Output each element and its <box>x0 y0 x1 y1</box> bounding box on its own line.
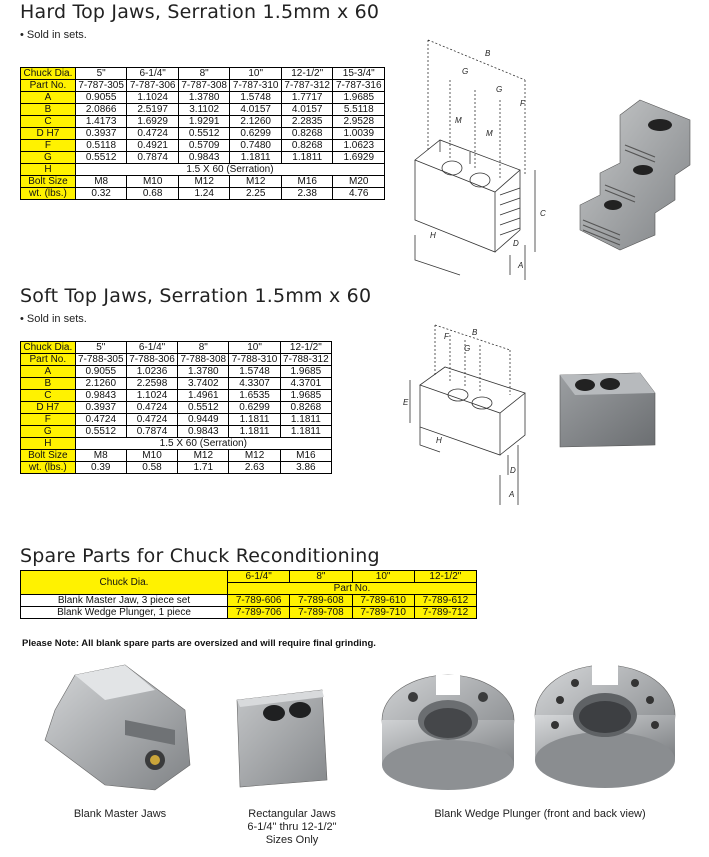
cell: M12 <box>230 176 282 188</box>
hard-title: Hard Top Jaws, Serration 1.5mm x 60 <box>20 1 380 23</box>
table-row <box>21 104 385 116</box>
cell: M8 <box>75 176 127 188</box>
cell: 7-789-610 <box>352 595 414 607</box>
row-label: D H7 <box>21 128 76 140</box>
cell: 0.7874 <box>127 152 179 164</box>
row-label: B <box>21 378 76 390</box>
cell: 7-788-310 <box>229 354 280 366</box>
cell: 7-789-706 <box>228 607 290 619</box>
cell: 1.5748 <box>230 92 282 104</box>
wedge-plunger-back-photo <box>530 655 680 795</box>
cell: 2.9528 <box>333 116 385 128</box>
col-header: 6-1/4" <box>127 68 179 80</box>
master-jaw-photo <box>35 660 200 795</box>
cell: 4.76 <box>333 188 385 200</box>
cell: 0.9055 <box>75 92 127 104</box>
row-label: B <box>21 104 76 116</box>
col-header: 5" <box>75 68 127 80</box>
cell: 1.1024 <box>126 390 177 402</box>
cell: 7-789-710 <box>352 607 414 619</box>
row-label: Bolt Size <box>21 450 76 462</box>
cell: 0.5512 <box>178 128 230 140</box>
cell: 1.1811 <box>230 152 282 164</box>
hard-jaw-drawing <box>400 20 560 285</box>
cell: 3.7402 <box>178 378 229 390</box>
caption-wedge-plunger: Blank Wedge Plunger (front and back view) <box>434 808 646 820</box>
row-label: H <box>21 438 76 450</box>
col-header: 12-1/2" <box>280 342 331 354</box>
row-label: H <box>21 164 76 176</box>
cell: M10 <box>126 450 177 462</box>
table-row <box>21 390 332 402</box>
cell: 0.32 <box>75 188 127 200</box>
cell: 0.6299 <box>230 128 282 140</box>
table-row <box>21 128 385 140</box>
dim-label: D <box>510 466 516 475</box>
caption-line: Rectangular Jaws <box>248 808 336 820</box>
part-no-header: Part No. <box>228 583 477 595</box>
row-label: C <box>21 116 76 128</box>
serration-cell: 1.5 X 60 (Serration) <box>75 164 384 176</box>
spare-table <box>20 570 477 619</box>
cell: 0.8268 <box>281 140 333 152</box>
dim-label: G <box>464 344 471 353</box>
row-label: F <box>21 414 76 426</box>
cell: 4.0157 <box>230 104 282 116</box>
row-label: A <box>21 92 76 104</box>
soft-jaw-drawing <box>400 315 540 515</box>
table-row <box>21 378 332 390</box>
cell: 1.71 <box>178 462 229 474</box>
cell: 7-787-312 <box>281 80 333 92</box>
dim-label: A <box>509 490 515 499</box>
table-row <box>21 607 477 619</box>
cell: 7-788-308 <box>178 354 229 366</box>
cell: 1.1811 <box>229 426 280 438</box>
col-header: 10" <box>230 68 282 80</box>
soft-spec-table <box>20 341 332 474</box>
cell: 0.39 <box>75 462 126 474</box>
table-row <box>21 402 332 414</box>
cell: 0.4724 <box>126 414 177 426</box>
dim-label: B <box>472 328 478 337</box>
col-header: 6-1/4" <box>126 342 177 354</box>
cell: 0.6299 <box>229 402 280 414</box>
cell: 7-789-608 <box>290 595 352 607</box>
cell: 0.9843 <box>178 152 230 164</box>
dim-label: G <box>496 85 503 94</box>
cell: 1.0236 <box>126 366 177 378</box>
cell: 0.3937 <box>75 128 127 140</box>
cell: 7-787-316 <box>333 80 385 92</box>
row-label: A <box>21 366 76 378</box>
table-row <box>21 366 332 378</box>
dim-label: B <box>485 49 491 58</box>
col-header: 12-1/2" <box>281 68 333 80</box>
row-label: F <box>21 140 76 152</box>
cell: 1.3780 <box>178 366 229 378</box>
cell: 0.9449 <box>178 414 229 426</box>
cell: 2.2598 <box>126 378 177 390</box>
cell: 4.0157 <box>281 104 333 116</box>
cell: 1.6535 <box>229 390 280 402</box>
cell: 1.0623 <box>333 140 385 152</box>
cell: M16 <box>281 176 333 188</box>
row-label: G <box>21 426 76 438</box>
cell: 4.3307 <box>229 378 280 390</box>
soft-jaw-photo <box>555 365 670 450</box>
caption-line: 6-1/4" thru 12-1/2" <box>247 821 337 833</box>
dim-label: H <box>430 231 436 240</box>
dim-label: G <box>462 67 469 76</box>
col-header: 10" <box>352 571 414 583</box>
dim-label: D <box>513 239 519 248</box>
cell: 1.1811 <box>280 414 331 426</box>
cell: 1.4173 <box>75 116 127 128</box>
cell: 0.9843 <box>75 390 126 402</box>
cell: 2.63 <box>229 462 280 474</box>
table-row <box>21 354 332 366</box>
col-header: 8" <box>290 571 352 583</box>
cell: 0.3937 <box>75 402 126 414</box>
cell: 1.9291 <box>178 116 230 128</box>
col-header: 10" <box>229 342 280 354</box>
cell: 7-789-708 <box>290 607 352 619</box>
cell: 0.8268 <box>280 402 331 414</box>
cell: 2.0866 <box>75 104 127 116</box>
table-row <box>21 176 385 188</box>
cell: 1.1811 <box>281 152 333 164</box>
dim-label: F <box>520 99 525 108</box>
row-label: Blank Wedge Plunger, 1 piece <box>21 607 228 619</box>
dim-label: E <box>403 398 409 407</box>
cell: 5.5118 <box>333 104 385 116</box>
cell: M20 <box>333 176 385 188</box>
dim-label: M <box>486 129 493 138</box>
dim-label: C <box>540 209 546 218</box>
hard-jaw-photo <box>575 95 705 255</box>
soft-title: Soft Top Jaws, Serration 1.5mm x 60 <box>20 285 372 307</box>
cell: 7-788-312 <box>280 354 331 366</box>
cell: 0.5512 <box>75 426 126 438</box>
cell: 1.1811 <box>229 414 280 426</box>
cell: 1.7717 <box>281 92 333 104</box>
table-row <box>21 414 332 426</box>
cell: 0.5118 <box>75 140 127 152</box>
table-header-row <box>21 342 332 354</box>
cell: M16 <box>280 450 331 462</box>
table-row <box>21 595 477 607</box>
row-label: G <box>21 152 76 164</box>
cell: 2.25 <box>230 188 282 200</box>
cell: 7-788-306 <box>126 354 177 366</box>
cell: 3.1102 <box>178 104 230 116</box>
cell: 0.4724 <box>126 402 177 414</box>
cell: 1.0039 <box>333 128 385 140</box>
cell: 7-787-308 <box>178 80 230 92</box>
caption-rect-jaws <box>217 808 367 847</box>
cell: 1.5748 <box>229 366 280 378</box>
row-label: Blank Master Jaw, 3 piece set <box>21 595 228 607</box>
cell: 1.24 <box>178 188 230 200</box>
cell: 0.68 <box>127 188 179 200</box>
dim-label: A <box>518 261 524 270</box>
cell: 1.9685 <box>280 390 331 402</box>
chuck-dia-label: Chuck Dia. <box>21 68 76 80</box>
cell: 7-789-606 <box>228 595 290 607</box>
cell: 1.9685 <box>280 366 331 378</box>
cell: 2.2835 <box>281 116 333 128</box>
serration-cell: 1.5 X 60 (Serration) <box>75 438 331 450</box>
cell: 7-787-306 <box>127 80 179 92</box>
grinding-note: Please Note: All blank spare parts are oversized and will require final grinding. <box>22 638 376 649</box>
soft-note: • Sold in sets. <box>20 313 87 325</box>
table-row <box>21 92 385 104</box>
cell: 0.7480 <box>230 140 282 152</box>
table-row <box>21 80 385 92</box>
row-label: wt. (lbs.) <box>21 188 76 200</box>
cell: 0.4921 <box>127 140 179 152</box>
cell: 4.3701 <box>280 378 331 390</box>
dim-label: H <box>436 436 442 445</box>
table-row <box>21 164 385 176</box>
chuck-dia-label: Chuck Dia. <box>21 342 76 354</box>
hard-spec-table <box>20 67 385 200</box>
chuck-dia-label: Chuck Dia. <box>21 571 228 595</box>
table-row <box>21 188 385 200</box>
table-header-row <box>21 571 477 583</box>
cell: 7-787-305 <box>75 80 127 92</box>
cell: 0.7874 <box>126 426 177 438</box>
cell: 1.6929 <box>127 116 179 128</box>
table-row <box>21 116 385 128</box>
cell: 0.4724 <box>75 414 126 426</box>
col-header: 15-3/4" <box>333 68 385 80</box>
cell: 0.9843 <box>178 426 229 438</box>
cell: 0.5709 <box>178 140 230 152</box>
cell: M8 <box>75 450 126 462</box>
cell: 0.5512 <box>75 152 127 164</box>
cell: 0.8268 <box>281 128 333 140</box>
row-label: Part No. <box>21 354 76 366</box>
cell: 7-789-612 <box>414 595 476 607</box>
table-row <box>21 438 332 450</box>
cell: 1.4961 <box>178 390 229 402</box>
col-header: 5" <box>75 342 126 354</box>
cell: 7-788-305 <box>75 354 126 366</box>
dim-label: M <box>455 116 462 125</box>
cell: 7-789-712 <box>414 607 476 619</box>
row-label: Part No. <box>21 80 76 92</box>
wedge-plunger-front-photo <box>378 665 518 795</box>
cell: 1.6929 <box>333 152 385 164</box>
table-header-row <box>21 68 385 80</box>
cell: 0.5512 <box>178 402 229 414</box>
cell: M12 <box>178 176 230 188</box>
col-header: 6-1/4" <box>228 571 290 583</box>
cell: 1.3780 <box>178 92 230 104</box>
table-row <box>21 462 332 474</box>
table-row <box>21 426 332 438</box>
cell: 0.4724 <box>127 128 179 140</box>
cell: 0.9055 <box>75 366 126 378</box>
rect-jaw-photo <box>232 685 332 790</box>
col-header: 8" <box>178 68 230 80</box>
table-row <box>21 140 385 152</box>
cell: M10 <box>127 176 179 188</box>
spare-title: Spare Parts for Chuck Reconditioning <box>20 545 380 567</box>
cell: 2.5197 <box>127 104 179 116</box>
cell: 2.1260 <box>75 378 126 390</box>
caption-master-jaws: Blank Master Jaws <box>73 808 167 820</box>
cell: 2.1260 <box>230 116 282 128</box>
row-label: Bolt Size <box>21 176 76 188</box>
cell: M12 <box>229 450 280 462</box>
cell: 0.58 <box>126 462 177 474</box>
row-label: C <box>21 390 76 402</box>
hard-note: • Sold in sets. <box>20 29 87 41</box>
cell: 1.9685 <box>333 92 385 104</box>
row-label: wt. (lbs.) <box>21 462 76 474</box>
cell: 1.1024 <box>127 92 179 104</box>
cell: 1.1811 <box>280 426 331 438</box>
table-row <box>21 450 332 462</box>
caption-line: Sizes Only <box>265 834 319 846</box>
cell: 3.86 <box>280 462 331 474</box>
cell: M12 <box>178 450 229 462</box>
table-row <box>21 152 385 164</box>
col-header: 12-1/2" <box>414 571 476 583</box>
cell: 7-787-310 <box>230 80 282 92</box>
col-header: 8" <box>178 342 229 354</box>
row-label: D H7 <box>21 402 76 414</box>
dim-label: F <box>444 332 449 341</box>
cell: 2.38 <box>281 188 333 200</box>
